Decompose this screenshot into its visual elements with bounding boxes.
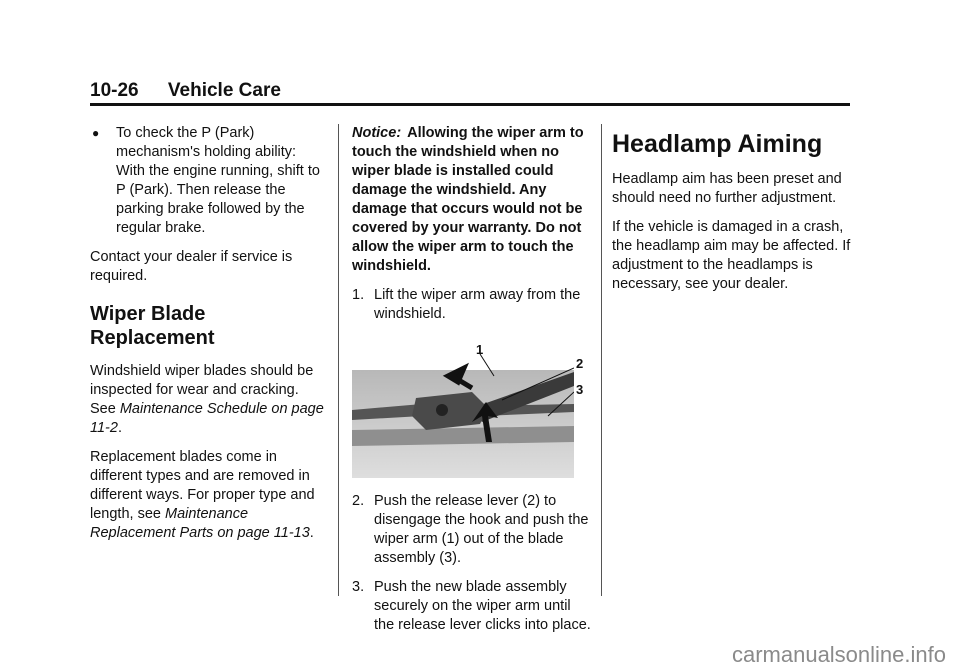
bullet-item (90, 124, 324, 238)
wiper-heading: Wiper Blade Replacement (90, 303, 215, 349)
wiper-p1-text: Windshield wiper blades should be inspected for wear and cracking. See (90, 363, 314, 417)
replacement-parts-link[interactable]: Maintenance Replacement Parts on page 11-13 (90, 506, 310, 541)
bullet-text: To check the P (Park) mechanism's holding ability: With the engine running, shift to P (Park). Then release the parking brake followed by the regular brake. (116, 125, 320, 236)
headlamp-paragraph-1: Headlamp aim has been preset and should need no further adjustment. (612, 171, 842, 206)
column-divider-2 (601, 124, 602, 596)
contact-paragraph: Contact your dealer if service is required. (90, 249, 293, 284)
step-text: Push the release lever (2) to disengage the hook and push the wiper arm (1) out of the blade assembly (3). (374, 493, 589, 566)
wiper-figure (352, 342, 584, 478)
notice-paragraph (352, 124, 592, 276)
step-2 (352, 492, 592, 568)
section-title: Vehicle Care (167, 80, 281, 101)
watermark: carmanualsonline.info (731, 642, 946, 667)
step-1 (352, 286, 592, 324)
headlamp-heading: Headlamp Aiming (612, 130, 823, 158)
figure-label-2: 2 (576, 356, 584, 371)
release-lever (412, 392, 488, 430)
step-3 (352, 578, 592, 635)
step-number: 2. (352, 493, 365, 509)
page-header (90, 80, 281, 102)
column-left (90, 124, 324, 553)
page-number: 10-26 (90, 80, 139, 101)
column-divider-1 (338, 124, 339, 596)
bullet-icon: ● (92, 126, 100, 140)
figure-label-1: 1 (476, 342, 484, 357)
wiper-p2-end: . (309, 525, 314, 541)
wiper-p2-text: Replacement blades come in different types and are removed in different ways. For proper type and length, see (90, 449, 315, 522)
pivot-pin (436, 404, 448, 416)
step-number: 3. (352, 579, 365, 595)
wiper-paragraph-1 (90, 362, 324, 438)
figure-label-3: 3 (576, 382, 584, 397)
wiper-illustration (352, 346, 574, 478)
column-right (612, 124, 852, 304)
header-rule (90, 103, 850, 106)
wiper-paragraph-2 (90, 448, 324, 543)
step-text: Lift the wiper arm away from the windshield. (374, 287, 581, 322)
step-number: 1. (352, 287, 365, 303)
notice-label: Notice: (352, 125, 402, 141)
step-text: Push the new blade assembly securely on the wiper arm until the release lever clicks into place. (374, 579, 591, 633)
notice-text: Allowing the wiper arm to touch the windshield when no wiper blade is installed could damage the windshield. Any damage that occurs would not be covered by your warranty. Do not allow the wiper arm to touch the windshield. (352, 125, 584, 274)
maintenance-schedule-link[interactable]: Maintenance Schedule on page 11-2 (90, 401, 324, 436)
headlamp-paragraph-2: If the vehicle is damaged in a crash, the headlamp aim may be affected. If adjustment to the headlamps is necessary, see your dealer. (612, 219, 851, 292)
wiper-p1-end: . (117, 420, 122, 436)
column-middle (352, 124, 592, 645)
